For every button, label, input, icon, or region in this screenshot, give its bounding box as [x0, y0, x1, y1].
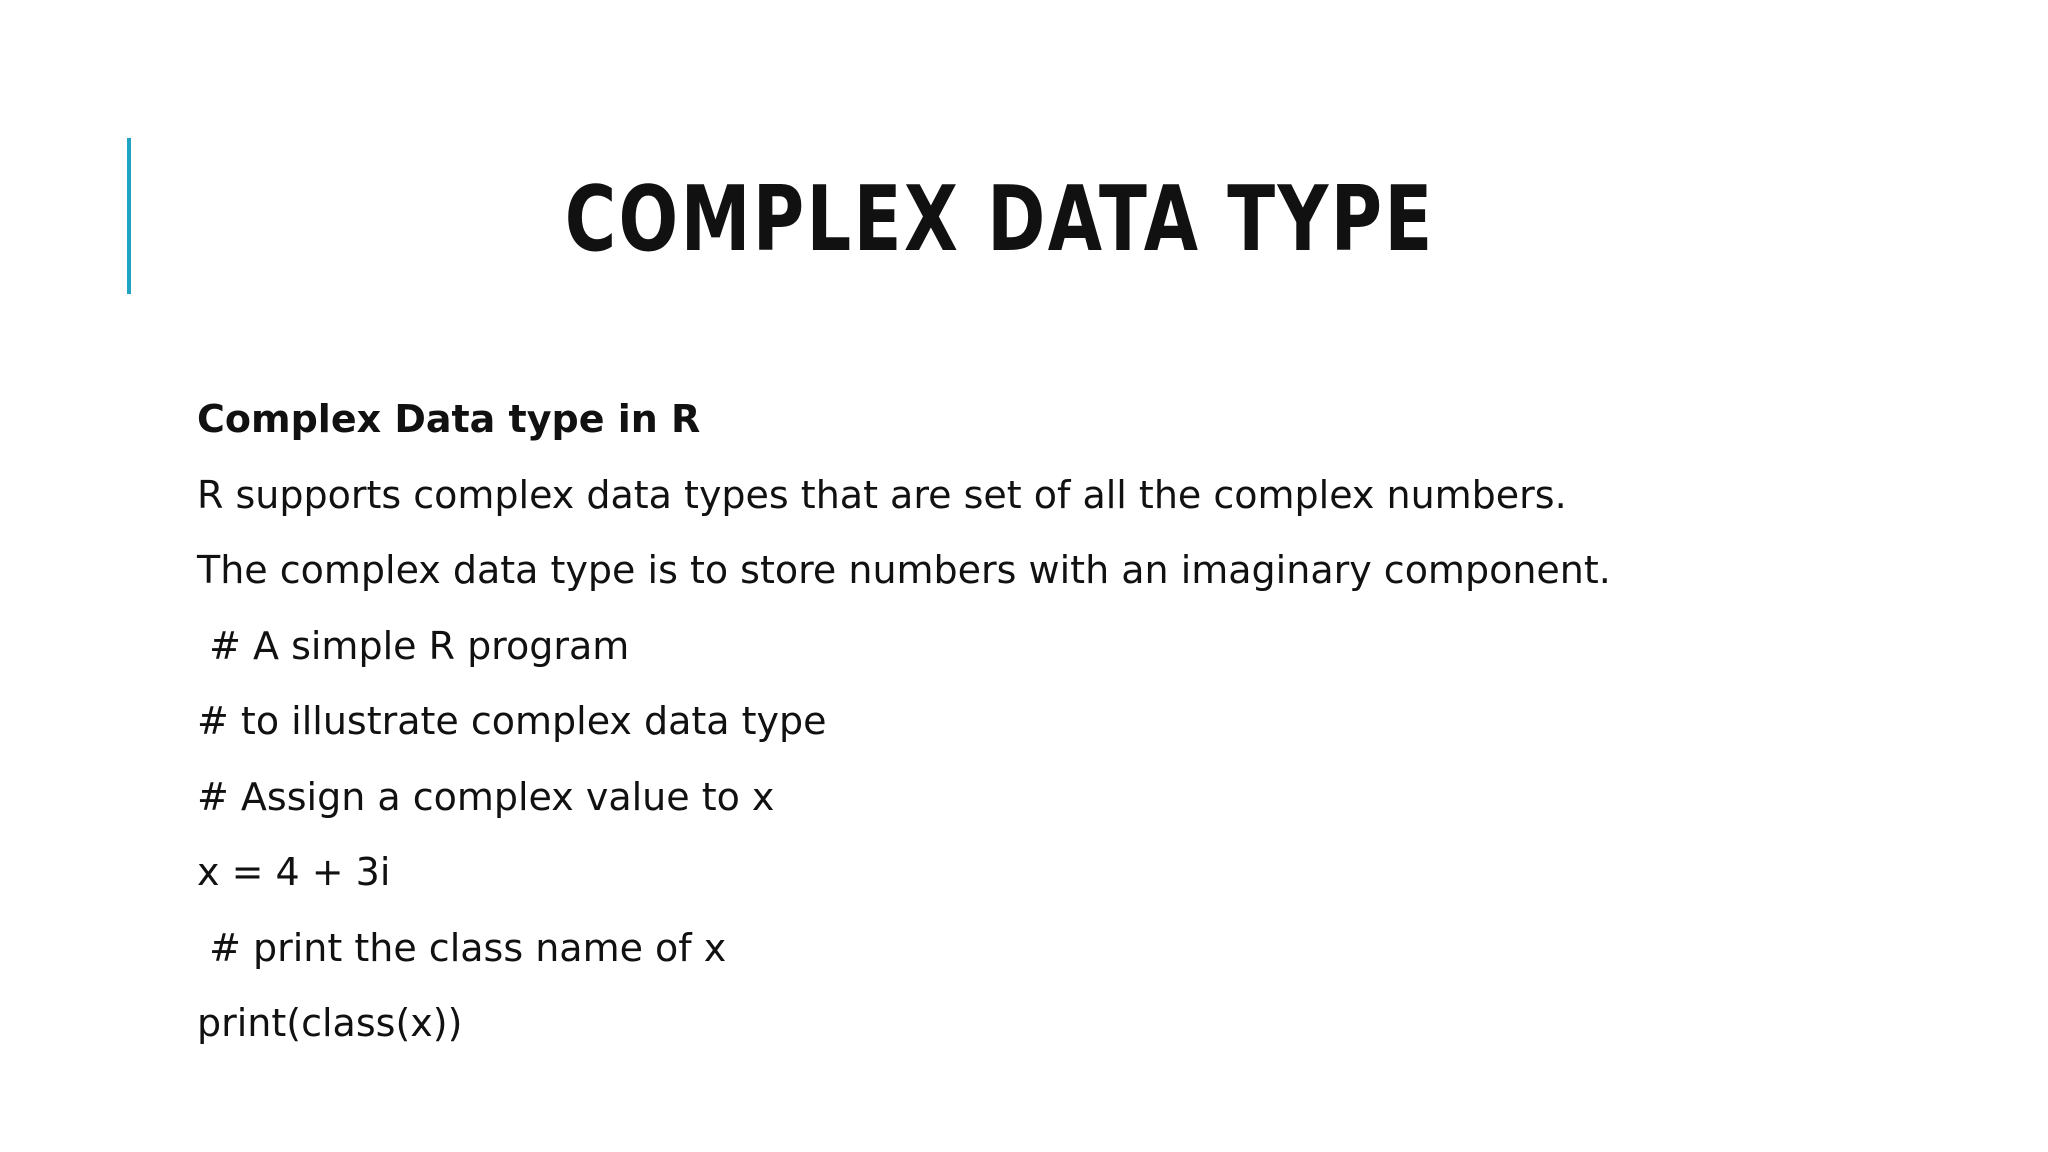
- slide-body: [197, 382, 1947, 1062]
- code-line: print(class(x)): [197, 1001, 463, 1045]
- code-comment-line: # A simple R program: [197, 623, 630, 668]
- slide-title-text: COMPLEX DATA TYPE: [564, 167, 1436, 272]
- body-heading: Complex Data type in R: [197, 397, 701, 441]
- code-comment-line: # Assign a complex value to x: [197, 774, 775, 819]
- code-comment-line: # print the class name of x: [197, 925, 727, 970]
- code-line: x = 4 + 3i: [197, 850, 391, 894]
- slide-title: [0, 160, 2000, 280]
- code-comment-line: # to illustrate complex data type: [197, 699, 827, 743]
- body-line: R supports complex data types that are set of all the complex numbers.: [197, 472, 1567, 517]
- body-line: The complex data type is to store numbers with an imaginary component.: [197, 548, 1611, 592]
